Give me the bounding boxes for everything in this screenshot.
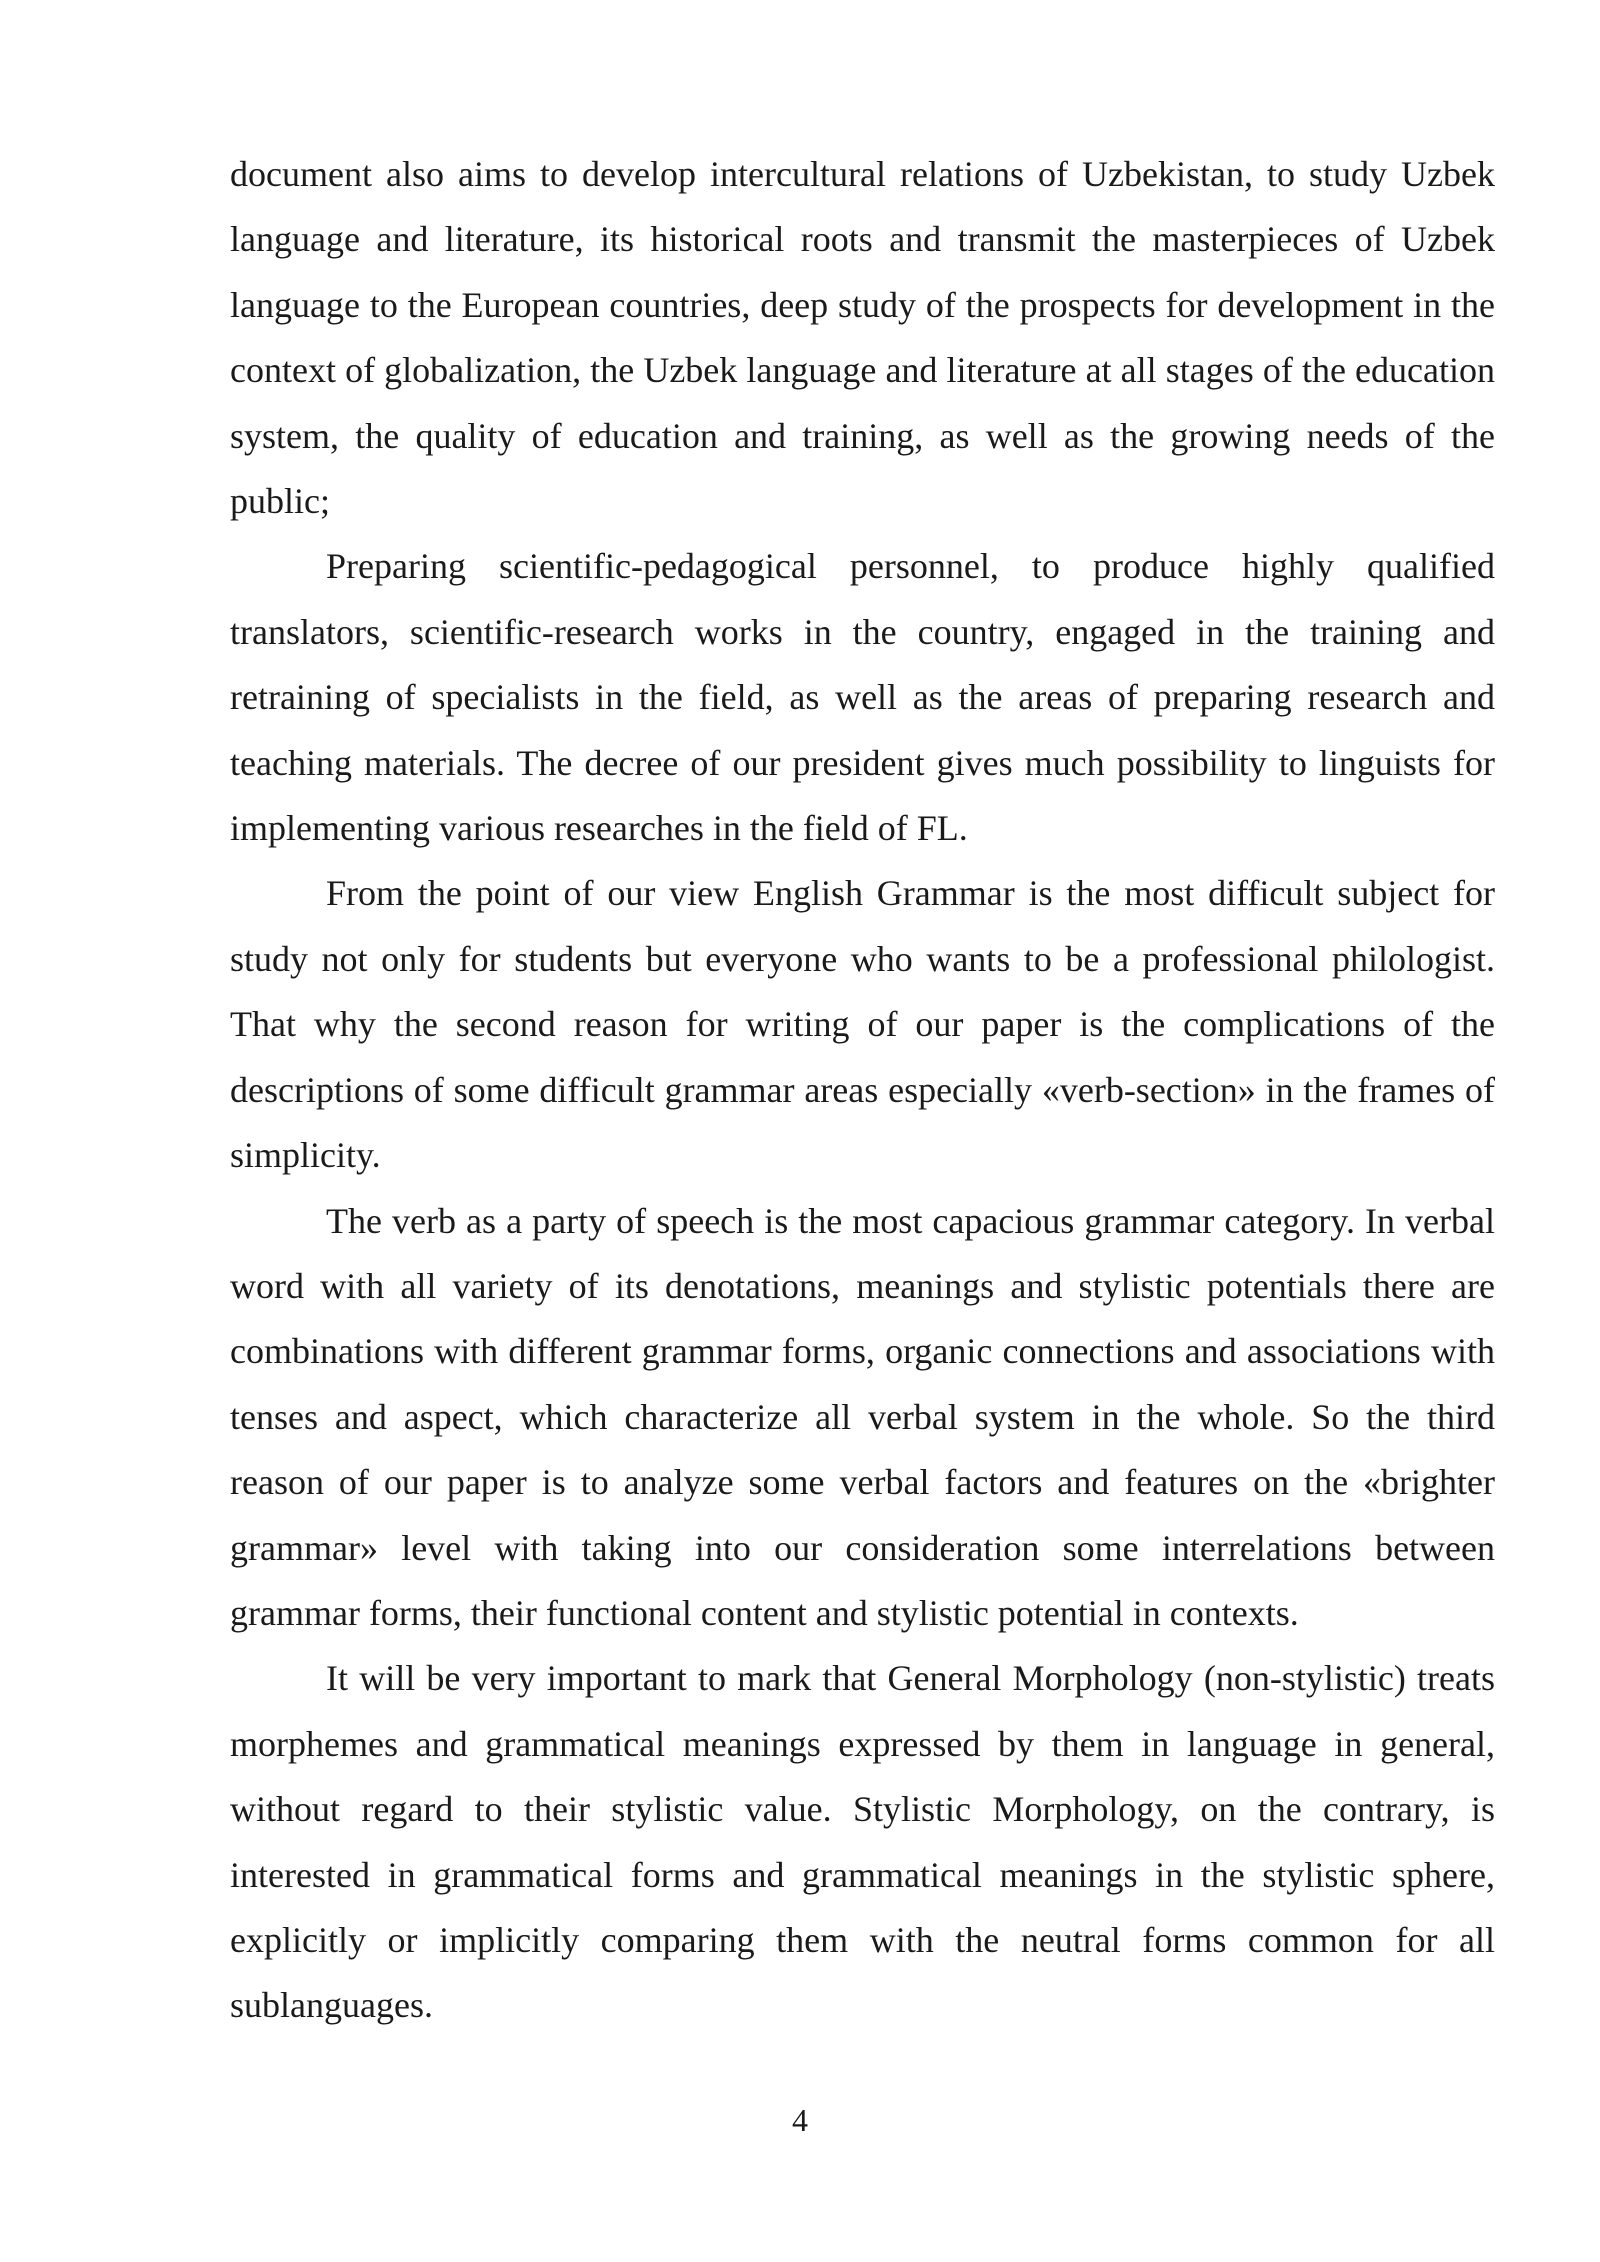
paragraph: It will be very important to mark that General Morphology (non-stylistic) treats morphemes and grammatical meanings expressed by them in language in general, without regard to their stylistic value. Stylistic Morphology, on the contrary, is interested in grammatical forms and grammatical meanings in the stylistic sphere, explicitly or implicitly comparing them with the neutral forms common for all sublanguages. (230, 1658, 1495, 2026)
paragraph: The verb as a party of speech is the most capacious grammar category. In verbal word with all variety of its denotations, meanings and stylistic potentials there are combinations with different grammar forms, organic connections and associations with tenses and aspect, which characterize all verbal system in the whole. So the third reason of our paper is to analyze some verbal factors and features on the «brighter grammar» level with taking into our consideration some interrelations between grammar forms, their functional content and stylistic potential in contexts. (230, 1200, 1495, 1633)
body-text (230, 142, 1495, 2039)
paragraph: Preparing scientific-pedagogical personnel, to produce highly qualified translators, scientific-research works in the country, engaged in the training and retraining of specialists in the field, as well as the areas of preparing research and teaching materials. The decree of our president gives much possibility to linguists for implementing various researches in the field of FL. (230, 546, 1495, 849)
page-number: 4 (792, 2102, 808, 2138)
paragraph: From the point of our view English Grammar is the most difficult subject for study not only for students but everyone who wants to be a professional philologist. That why the second reason for writing of our paper is the complications of the descriptions of some difficult grammar areas especially «verb-section» in the frames of simplicity. (230, 873, 1495, 1176)
paragraph-continuation: document also aims to develop intercultural relations of Uzbekistan, to study Uzbek language and literature, its historical roots and transmit the masterpieces of Uzbek language to the European countries, deep study of the prospects for development in the context of globalization, the Uzbek language and literature at all stages of the education system, the quality of education and training, as well as the growing needs of the public; (230, 154, 1495, 522)
